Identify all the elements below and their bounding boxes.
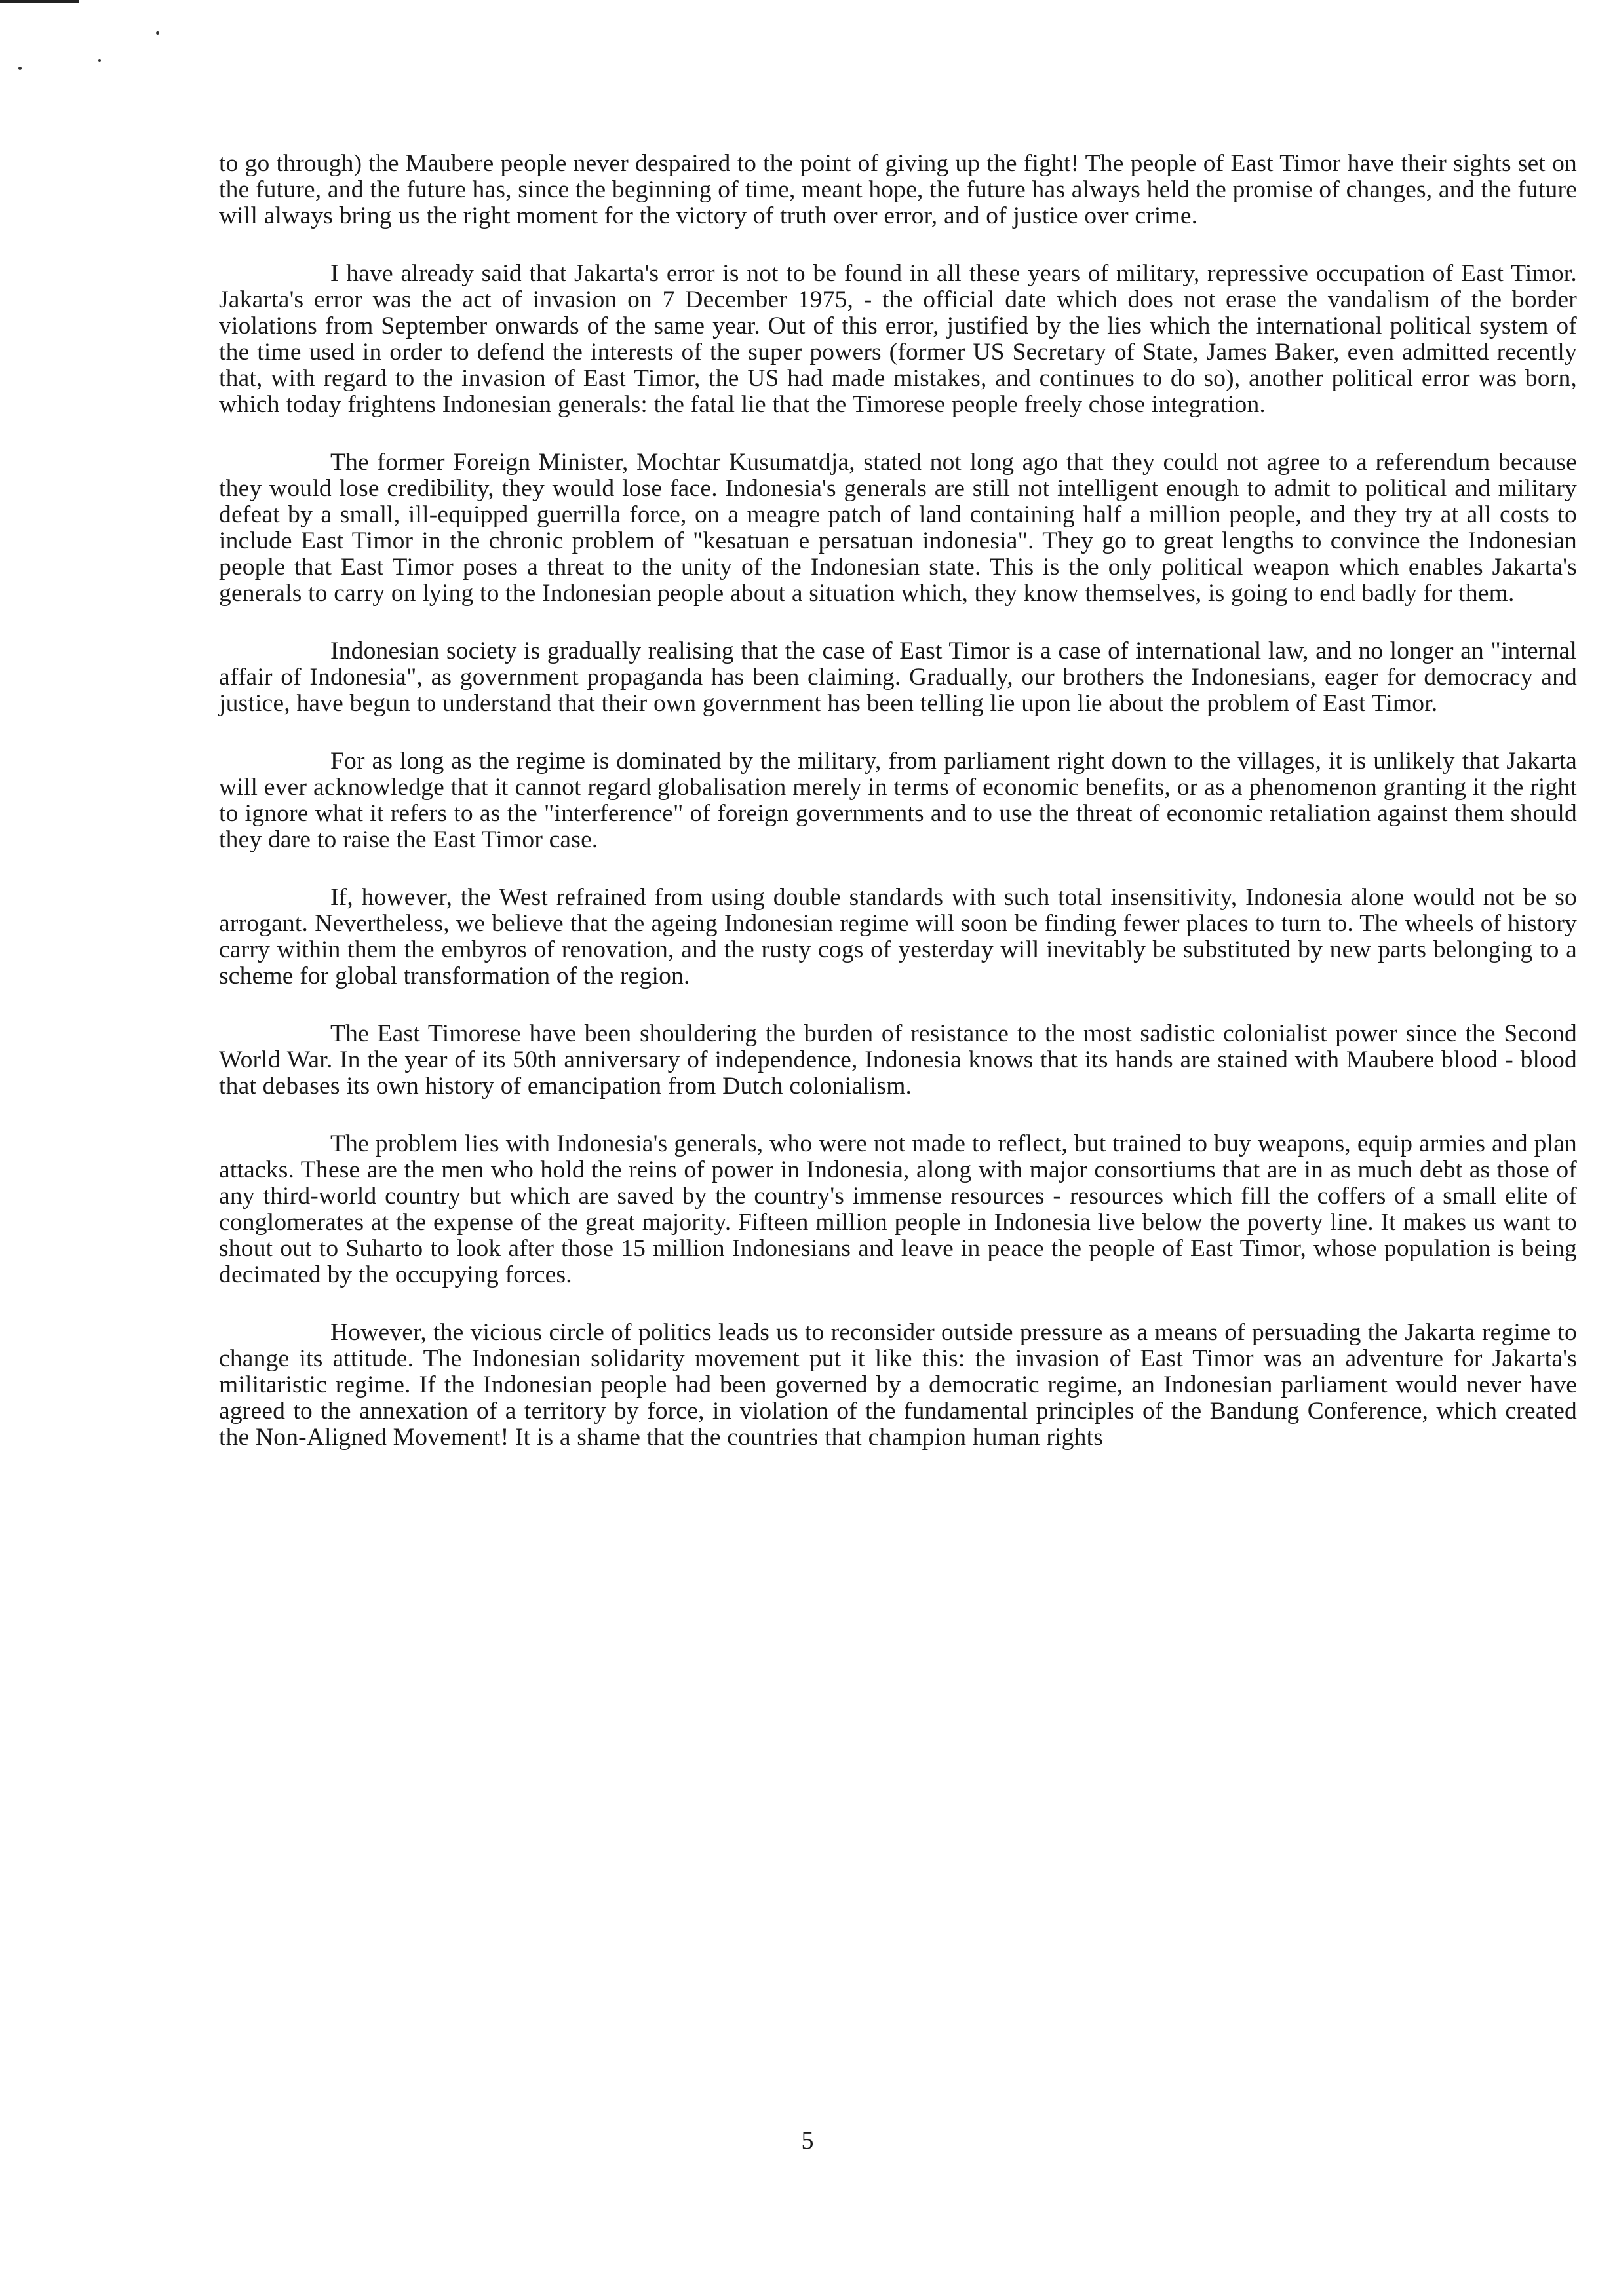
scan-speck bbox=[18, 67, 22, 70]
paragraph: However, the vicious circle of politics leads us to reconsider outside pressure as a means of persuading the Jakarta regime to change its attitude. The Indonesian solidarity movement put it like this: the invasion of East Timor was an adventure for Jakarta's militaristic regime. If the Indonesian people had been governed by a democratic regime, an Indonesian parliament would never have agreed to the annexation of a territory by force, in violation of the fundamental principles of the Bandung Conference, which created the Non-Aligned Movement! It is a shame that the countries that champion human rights bbox=[219, 1319, 1577, 1451]
paragraph: The East Timorese have been shouldering the burden of resistance to the most sadistic colonialist power since the Second World War. In the year of its 50th anniversary of independence, Indonesia knows that its hands are stained with Maubere blood - blood that debases its own history of emancipation from Dutch colonialism. bbox=[219, 1020, 1577, 1100]
body-text bbox=[219, 151, 1577, 1482]
scan-speck bbox=[98, 59, 101, 62]
paragraph: The former Foreign Minister, Mochtar Kusumatdja, stated not long ago that they could not agree to a referendum because they would lose credibility, they would lose face. Indonesia's generals are still not intelligent enough to admit to political and military defeat by a small, ill-equipped guerrilla force, on a meagre patch of land containing half a million people, and they try at all costs to include East Timor in the chronic problem of "kesatuan e persatuan indonesia". They go to great lengths to convince the Indonesian people that East Timor poses a threat to the unity of the Indonesian state. This is the only political weapon which enables Jakarta's generals to carry on lying to the Indonesian people about a situation which, they know themselves, is going to end badly for them. bbox=[219, 449, 1577, 607]
paragraph: For as long as the regime is dominated by the military, from parliament right down to the villages, it is unlikely that Jakarta will ever acknowledge that it cannot regard globalisation merely in terms of economic benefits, or as a phenomenon granting it the right to ignore what it refers to as the "interference" of foreign governments and to use the threat of economic retaliation against them should they dare to raise the East Timor case. bbox=[219, 748, 1577, 853]
page-number: 5 bbox=[801, 2127, 814, 2154]
paragraph: to go through) the Maubere people never despaired to the point of giving up the fight! The people of East Timor have their sights set on the future, and the future has, since the beginning of time, meant hope, the future has always held the promise of changes, and the future will always bring us the right moment for the victory of truth over error, and of justice over crime. bbox=[219, 150, 1577, 229]
paragraph: The problem lies with Indonesia's generals, who were not made to reflect, but trained to buy weapons, equip armies and plan attacks. These are the men who hold the reins of power in Indonesia, along with major consortiums that are in as much debt as those of any third-world country but which are saved by the country's immense resources - resources which fill the coffers of a small elite of conglomerates at the expense of the great majority. Fifteen million people in Indonesia live below the poverty line. It makes us want to shout out to Suharto to look after those 15 million Indonesians and leave in peace the people of East Timor, whose population is being decimated by the occupying forces. bbox=[219, 1130, 1577, 1288]
paragraph: Indonesian society is gradually realising that the case of East Timor is a case of international law, and no longer an "internal affair of Indonesia", as government propaganda has been claiming. Gradually, our brothers the Indonesians, eager for democracy and justice, have begun to understand that their own government has been telling lie upon lie about the problem of East Timor. bbox=[219, 638, 1577, 717]
scan-edge-mark bbox=[0, 0, 79, 3]
paragraph: If, however, the West refrained from using double standards with such total insensitivity, Indonesia alone would not be so arrogant. Nevertheless, we believe that the ageing Indonesian regime will soon be finding fewer places to turn to. The wheels of history carry within them the embyros of renovation, and the rusty cogs of yesterday will inevitably be substituted by new parts belonging to a scheme for global transformation of the region. bbox=[219, 884, 1577, 989]
scan-speck bbox=[156, 31, 159, 35]
paragraph: I have already said that Jakarta's error is not to be found in all these years of military, repressive occupation of East Timor. Jakarta's error was the act of invasion on 7 December 1975, - the official date which does not erase the vandalism of the border violations from September onwards of the same year. Out of this error, justified by the lies which the international political system of the time used in order to defend the interests of the super powers (former US Secretary of State, James Baker, even admitted recently that, with regard to the invasion of East Timor, the US had made mistakes, and continues to do so), another political error was born, which today frightens Indonesian generals: the fatal lie that the Timorese people freely chose integration. bbox=[219, 260, 1577, 418]
